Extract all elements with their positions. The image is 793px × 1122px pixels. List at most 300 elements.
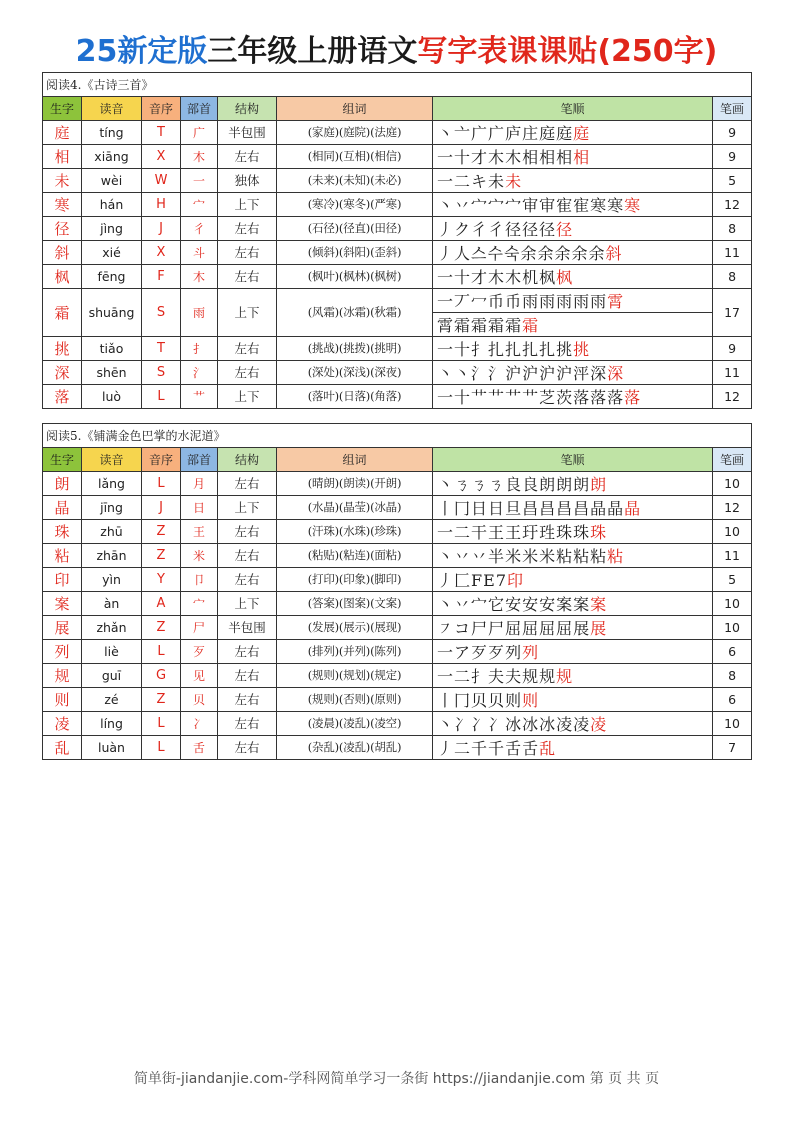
- stroke-step: 扎: [505, 339, 523, 359]
- stroke-step: 沪: [522, 363, 540, 383]
- stroke-step: 才: [471, 147, 489, 167]
- word-group-cell: (深处)(深浅)(深夜): [277, 360, 433, 384]
- table-row: [43, 543, 752, 567]
- stroke-step: 珠: [556, 522, 574, 542]
- stroke-step: 茨: [556, 387, 574, 407]
- stroke-step: 冖: [471, 291, 489, 311]
- char-cell: 晶: [43, 495, 82, 519]
- stroke-step: 冫: [454, 714, 472, 734]
- stroke-step: 案: [590, 594, 608, 614]
- stroke-step: 挑: [556, 339, 574, 359]
- stroke-step: 艹: [471, 387, 489, 407]
- stroke-order-cell: [433, 264, 713, 288]
- page-title: [0, 26, 793, 70]
- char-cell: 枫: [43, 264, 82, 288]
- stroke-step: 径: [522, 219, 540, 239]
- stroke-count-cell: 8: [713, 663, 752, 687]
- structure-cell: 左右: [218, 711, 277, 735]
- stroke-step: 冰: [505, 714, 523, 734]
- header-count: 笔画: [713, 447, 752, 471]
- stroke-step: ㇇: [437, 618, 455, 638]
- header-words: 组词: [277, 447, 433, 471]
- stroke-step: 丆: [454, 291, 472, 311]
- word-group-cell: (相同)(互相)(相信): [277, 144, 433, 168]
- table-row: [43, 360, 752, 384]
- stroke-step: 二: [454, 522, 472, 542]
- word-group-cell: (凌晨)(凌乱)(凌空): [277, 711, 433, 735]
- stroke-order-cell: [433, 711, 713, 735]
- stroke-order-cell: [433, 144, 713, 168]
- header-char: 生字: [43, 96, 82, 120]
- pinyin-cell: xié: [82, 240, 142, 264]
- stroke-step: 余: [554, 243, 572, 263]
- stroke-step: 霜: [488, 315, 506, 335]
- stroke-step: 日: [488, 498, 506, 518]
- stroke-step: 广: [471, 123, 489, 143]
- stroke-step: 落: [607, 387, 625, 407]
- stroke-order-cell: [433, 639, 713, 663]
- stroke-step: 十: [454, 147, 472, 167]
- pinyin-cell: xiāng: [82, 144, 142, 168]
- stroke-order-cell: [433, 567, 713, 591]
- structure-cell: 左右: [218, 543, 277, 567]
- stroke-step: 冫: [488, 714, 506, 734]
- initial-letter-cell: Z: [142, 615, 181, 639]
- stroke-count-cell: 5: [713, 168, 752, 192]
- pinyin-cell: zhū: [82, 519, 142, 543]
- pinyin-cell: tíng: [82, 120, 142, 144]
- stroke-step: 丷: [454, 546, 472, 566]
- table-row: [43, 264, 752, 288]
- pinyin-cell: shuāng: [82, 288, 142, 336]
- initial-letter-cell: X: [142, 240, 181, 264]
- title-part-topic: 写字表课课贴(250字): [417, 34, 718, 69]
- stroke-step: 丿: [437, 738, 455, 758]
- word-group-cell: (粘贴)(粘连)(面粘): [277, 543, 433, 567]
- char-cell: 案: [43, 591, 82, 615]
- stroke-step: 未: [505, 171, 523, 191]
- word-group-cell: (水晶)(晶莹)(冰晶): [277, 495, 433, 519]
- stroke-step: ㄋ: [488, 474, 506, 494]
- table-row: [43, 192, 752, 216]
- char-cell: 寒: [43, 192, 82, 216]
- stroke-count-cell: 11: [713, 543, 752, 567]
- stroke-step: 丶: [437, 474, 455, 494]
- stroke-step: 斜: [605, 243, 623, 263]
- initial-letter-cell: W: [142, 168, 181, 192]
- char-cell: 未: [43, 168, 82, 192]
- stroke-order-cell: [433, 288, 713, 312]
- radical-cell: 贝: [181, 687, 218, 711]
- header-strokes: 笔顺: [433, 96, 713, 120]
- stroke-step: 冰: [522, 714, 540, 734]
- stroke-step: 木: [505, 147, 523, 167]
- stroke-step: 一: [437, 291, 455, 311]
- stroke-step: 昌: [573, 498, 591, 518]
- stroke-step: 规: [556, 666, 574, 686]
- stroke-step: 丷: [454, 195, 472, 215]
- stroke-step: 一: [437, 171, 455, 191]
- structure-cell: 左右: [218, 471, 277, 495]
- structure-cell: 上下: [218, 495, 277, 519]
- initial-letter-cell: G: [142, 663, 181, 687]
- table-row: [43, 384, 752, 408]
- structure-cell: 左右: [218, 240, 277, 264]
- stroke-step: 二: [454, 738, 472, 758]
- stroke-count-cell: 10: [713, 519, 752, 543]
- stroke-step: 扎: [488, 339, 506, 359]
- stroke-step: 霜: [471, 315, 489, 335]
- stroke-count-cell: 12: [713, 384, 752, 408]
- stroke-step: 案: [556, 594, 574, 614]
- stroke-step: 夫: [505, 666, 523, 686]
- table-row: [43, 615, 752, 639]
- stroke-step: 落: [590, 387, 608, 407]
- stroke-step: 案: [573, 594, 591, 614]
- char-cell: 乱: [43, 735, 82, 759]
- stroke-step: 霄: [437, 315, 455, 335]
- initial-letter-cell: X: [142, 144, 181, 168]
- stroke-step: 深: [590, 363, 608, 383]
- table-row: [43, 663, 752, 687]
- stroke-step: 丶: [454, 363, 472, 383]
- stroke-step: 玗: [522, 522, 540, 542]
- word-table-section-4: [42, 72, 752, 409]
- page-footer: 简单街-jiandanjie.com-学科网简单学习一条街 https://jiandanjie.com 第 页 共 页: [133, 1071, 660, 1087]
- stroke-step: 米: [539, 546, 557, 566]
- stroke-step: 歹: [488, 642, 506, 662]
- stroke-step: 余: [571, 243, 589, 263]
- pinyin-cell: fēng: [82, 264, 142, 288]
- stroke-step: 枫: [539, 267, 557, 287]
- stroke-step: 寉: [573, 195, 591, 215]
- stroke-step: 丶: [437, 123, 455, 143]
- stroke-step: 冂: [454, 690, 472, 710]
- stroke-step: 审: [522, 195, 540, 215]
- pinyin-cell: hán: [82, 192, 142, 216]
- radical-cell: 木: [181, 144, 218, 168]
- stroke-step: 干: [471, 522, 489, 542]
- stroke-step: 相: [573, 147, 591, 167]
- word-group-cell: (杂乱)(凌乱)(胡乱): [277, 735, 433, 759]
- structure-cell: 左右: [218, 144, 277, 168]
- stroke-step: 寉: [556, 195, 574, 215]
- structure-cell: 左右: [218, 360, 277, 384]
- stroke-step: 沪: [539, 363, 557, 383]
- stroke-step: 木: [488, 147, 506, 167]
- stroke-step: 一: [437, 147, 455, 167]
- initial-letter-cell: L: [142, 735, 181, 759]
- structure-cell: 半包围: [218, 120, 277, 144]
- stroke-step: 丨: [437, 498, 455, 518]
- stroke-step: 庭: [556, 123, 574, 143]
- section-title-row: [43, 73, 752, 97]
- stroke-step: 丷: [454, 594, 472, 614]
- table-row: [43, 168, 752, 192]
- stroke-step: 半: [488, 546, 506, 566]
- char-cell: 深: [43, 360, 82, 384]
- stroke-step: 展: [573, 618, 591, 638]
- stroke-step: 屈: [505, 618, 523, 638]
- stroke-step: コ: [454, 618, 472, 638]
- stroke-step: 一: [437, 267, 455, 287]
- stroke-step: 机: [522, 267, 540, 287]
- structure-cell: 左右: [218, 336, 277, 360]
- word-group-cell: (寒冷)(寒冬)(严寒): [277, 192, 433, 216]
- pinyin-cell: zé: [82, 687, 142, 711]
- char-cell: 斜: [43, 240, 82, 264]
- stroke-step: 米: [505, 546, 523, 566]
- stroke-step: 贝: [488, 690, 506, 710]
- table-row: [43, 471, 752, 495]
- header-radical: 部首: [181, 447, 218, 471]
- char-cell: 挑: [43, 336, 82, 360]
- word-group-cell: (未来)(未知)(未必): [277, 168, 433, 192]
- stroke-step: 挑: [573, 339, 591, 359]
- table-row: [43, 144, 752, 168]
- stroke-order-cell: [433, 240, 713, 264]
- radical-cell: 卩: [181, 567, 218, 591]
- title-part-subject: 三年级上册语文: [207, 34, 418, 69]
- stroke-step: 良: [522, 474, 540, 494]
- stroke-step: 珠: [590, 522, 608, 542]
- stroke-step: 扎: [539, 339, 557, 359]
- header-char: 生字: [43, 447, 82, 471]
- stroke-order-cell: [433, 192, 713, 216]
- table-row: [43, 735, 752, 759]
- word-group-cell: (风霜)(冰霜)(秋霜): [277, 288, 433, 336]
- section-title-row: [43, 424, 752, 448]
- header-pinyin: 读音: [82, 96, 142, 120]
- stroke-step: 余: [520, 243, 538, 263]
- stroke-step: 落: [624, 387, 642, 407]
- stroke-step: 未: [488, 171, 506, 191]
- stroke-step: 艹: [488, 387, 506, 407]
- initial-letter-cell: A: [142, 591, 181, 615]
- stroke-step: 冂: [454, 498, 472, 518]
- stroke-step: 十: [454, 339, 472, 359]
- stroke-step: 一: [437, 387, 455, 407]
- radical-cell: 氵: [181, 360, 218, 384]
- stroke-step: 安: [505, 594, 523, 614]
- stroke-step: 丶: [437, 714, 455, 734]
- stroke-step: 则: [505, 690, 523, 710]
- stroke-step: 列: [505, 642, 523, 662]
- stroke-step: 氵: [488, 363, 506, 383]
- stroke-step: 径: [539, 219, 557, 239]
- initial-letter-cell: J: [142, 216, 181, 240]
- stroke-step: 才: [471, 267, 489, 287]
- stroke-step: 宀: [505, 195, 523, 215]
- initial-letter-cell: L: [142, 471, 181, 495]
- stroke-step: 스: [471, 243, 488, 263]
- table-row: [43, 591, 752, 615]
- header-strokes: 笔顺: [433, 447, 713, 471]
- structure-cell: 左右: [218, 216, 277, 240]
- structure-cell: 左右: [218, 735, 277, 759]
- table-row: [43, 288, 752, 312]
- stroke-step: 彳: [471, 219, 489, 239]
- header-count: 笔画: [713, 96, 752, 120]
- initial-letter-cell: Z: [142, 543, 181, 567]
- initial-letter-cell: L: [142, 639, 181, 663]
- stroke-step: 余: [537, 243, 555, 263]
- char-cell: 相: [43, 144, 82, 168]
- stroke-step: 匚: [454, 570, 472, 590]
- stroke-step: 屈: [522, 618, 540, 638]
- stroke-order-cell: [433, 336, 713, 360]
- stroke-step: 夫: [488, 666, 506, 686]
- stroke-order-cell: [433, 735, 713, 759]
- stroke-order-cell: [433, 471, 713, 495]
- stroke-step: 列: [522, 642, 540, 662]
- stroke-count-cell: 10: [713, 711, 752, 735]
- header-order: 音序: [142, 96, 181, 120]
- char-cell: 展: [43, 615, 82, 639]
- stroke-count-cell: 17: [713, 288, 752, 336]
- stroke-step: 朗: [573, 474, 591, 494]
- stroke-step: 王: [505, 522, 523, 542]
- stroke-step: 庭: [573, 123, 591, 143]
- pinyin-cell: zhǎn: [82, 615, 142, 639]
- stroke-order-cell-continued: [433, 312, 713, 336]
- stroke-step: 相: [539, 147, 557, 167]
- stroke-step: E7: [483, 570, 507, 590]
- stroke-step: 冰: [539, 714, 557, 734]
- char-cell: 霜: [43, 288, 82, 336]
- stroke-step: 屈: [539, 618, 557, 638]
- initial-letter-cell: L: [142, 711, 181, 735]
- char-cell: 朗: [43, 471, 82, 495]
- radical-cell: 雨: [181, 288, 218, 336]
- stroke-step: 尸: [488, 618, 506, 638]
- table-row: [43, 687, 752, 711]
- stroke-step: 泙: [573, 363, 591, 383]
- stroke-step: 屈: [556, 618, 574, 638]
- structure-cell: 上下: [218, 384, 277, 408]
- stroke-step: 落: [573, 387, 591, 407]
- header-row: [43, 447, 752, 471]
- word-table-section-5: [42, 423, 752, 760]
- table-row: [43, 639, 752, 663]
- word-group-cell: (规则)(否则)(原则): [277, 687, 433, 711]
- stroke-step: 舌: [505, 738, 523, 758]
- radical-cell: 一: [181, 168, 218, 192]
- radical-cell: 宀: [181, 591, 218, 615]
- radical-cell: 艹: [181, 384, 218, 408]
- structure-cell: 左右: [218, 264, 277, 288]
- header-structure: 结构: [218, 96, 277, 120]
- stroke-count-cell: 7: [713, 735, 752, 759]
- stroke-step: 丿: [437, 243, 455, 263]
- word-group-cell: (规则)(规划)(规定): [277, 663, 433, 687]
- pinyin-cell: àn: [82, 591, 142, 615]
- word-group-cell: (枫叶)(枫林)(枫树): [277, 264, 433, 288]
- stroke-step: 氵: [471, 363, 489, 383]
- stroke-step: 粘: [607, 546, 625, 566]
- structure-cell: 独体: [218, 168, 277, 192]
- pinyin-cell: tiǎo: [82, 336, 142, 360]
- radical-cell: 冫: [181, 711, 218, 735]
- stroke-step: 余: [588, 243, 606, 263]
- radical-cell: 月: [181, 471, 218, 495]
- radical-cell: 扌: [181, 336, 218, 360]
- stroke-step: 径: [505, 219, 523, 239]
- stroke-step: 凌: [573, 714, 591, 734]
- pinyin-cell: guī: [82, 663, 142, 687]
- radical-cell: 日: [181, 495, 218, 519]
- pinyin-cell: líng: [82, 711, 142, 735]
- stroke-count-cell: 12: [713, 495, 752, 519]
- stroke-order-cell: [433, 543, 713, 567]
- stroke-step: 冫: [471, 714, 489, 734]
- stroke-step: 丶: [437, 546, 455, 566]
- title-part-grade-version: 25新定版: [75, 34, 208, 69]
- header-structure: 结构: [218, 447, 277, 471]
- radical-cell: 见: [181, 663, 218, 687]
- table-row: [43, 711, 752, 735]
- table-row: [43, 495, 752, 519]
- stroke-step: 芝: [539, 387, 557, 407]
- stroke-step: 寒: [607, 195, 625, 215]
- radical-cell: 木: [181, 264, 218, 288]
- stroke-count-cell: 9: [713, 120, 752, 144]
- stroke-step: 千: [488, 738, 506, 758]
- pinyin-cell: lǎng: [82, 471, 142, 495]
- stroke-step: 雨: [556, 291, 574, 311]
- radical-cell: 彳: [181, 216, 218, 240]
- stroke-step: 十: [454, 387, 472, 407]
- stroke-order-cell: [433, 663, 713, 687]
- stroke-order-cell: [433, 615, 713, 639]
- stroke-step: 粘: [573, 546, 591, 566]
- stroke-order-cell: [433, 687, 713, 711]
- stroke-step: 粘: [556, 546, 574, 566]
- stroke-step: 木: [505, 267, 523, 287]
- header-radical: 部首: [181, 96, 218, 120]
- word-group-cell: (排列)(并列)(陈列): [277, 639, 433, 663]
- radical-cell: 宀: [181, 192, 218, 216]
- char-cell: 凌: [43, 711, 82, 735]
- stroke-order-cell: [433, 120, 713, 144]
- stroke-step: 扎: [522, 339, 540, 359]
- stroke-step: 粘: [590, 546, 608, 566]
- stroke-step: 审: [539, 195, 557, 215]
- stroke-step: 珄: [539, 522, 557, 542]
- stroke-step: 庭: [539, 123, 557, 143]
- stroke-step: 凌: [590, 714, 608, 734]
- stroke-step: 尸: [471, 618, 489, 638]
- initial-letter-cell: T: [142, 120, 181, 144]
- initial-letter-cell: Y: [142, 567, 181, 591]
- header-words: 组词: [277, 96, 433, 120]
- table-row: [43, 336, 752, 360]
- stroke-step: 枫: [556, 267, 574, 287]
- stroke-step: 雨: [590, 291, 608, 311]
- word-group-cell: (倾斜)(斜阳)(歪斜): [277, 240, 433, 264]
- char-cell: 落: [43, 384, 82, 408]
- stroke-order-cell: [433, 591, 713, 615]
- stroke-step: 彳: [488, 219, 506, 239]
- char-cell: 规: [43, 663, 82, 687]
- stroke-step: 规: [539, 666, 557, 686]
- initial-letter-cell: H: [142, 192, 181, 216]
- initial-letter-cell: J: [142, 495, 181, 519]
- stroke-order-cell: [433, 360, 713, 384]
- initial-letter-cell: S: [142, 288, 181, 336]
- stroke-step: 印: [507, 570, 525, 590]
- structure-cell: 左右: [218, 519, 277, 543]
